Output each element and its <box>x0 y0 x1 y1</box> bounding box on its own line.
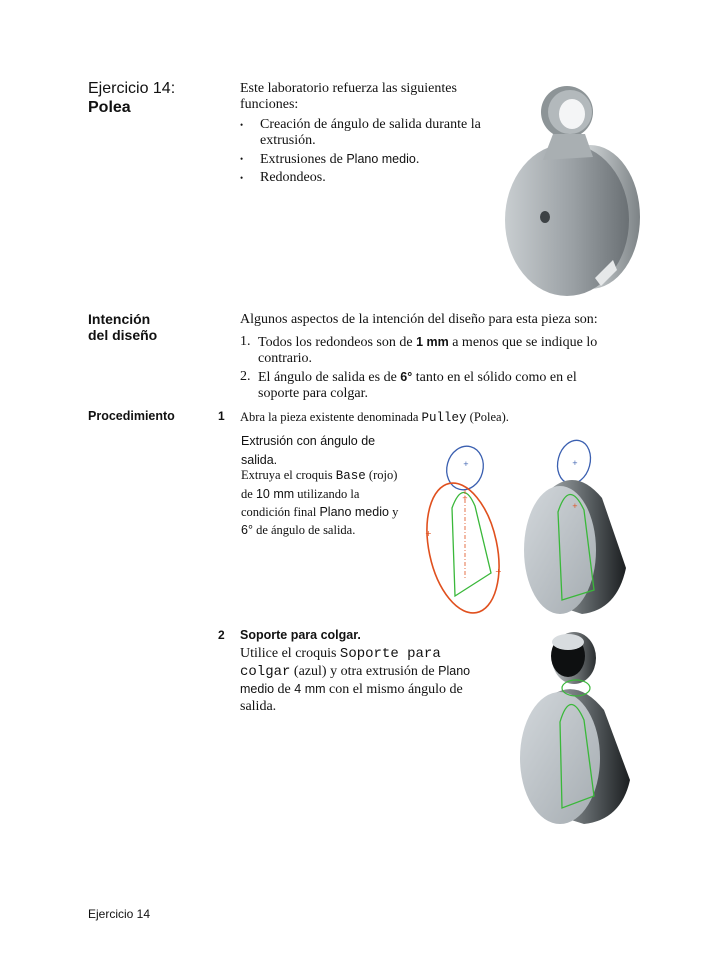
detail-bold: 10 mm <box>255 487 295 501</box>
exercise-title <box>88 79 175 117</box>
item-number: 2. <box>240 369 251 384</box>
step-2-bold: 4 mm <box>294 682 326 696</box>
item-number: 1. <box>240 334 251 349</box>
step-2-text-part: con el mismo ángulo de salida. <box>240 682 463 714</box>
design-intent-heading <box>88 311 157 343</box>
feature-text: Creación de ángulo de salida durante la extrusión. <box>260 117 481 148</box>
detail-text: utilizando la condición final <box>241 487 360 519</box>
exercise-title-line2: Polea <box>88 99 131 116</box>
pulley-finished-image <box>495 82 645 297</box>
step-2-bold: Plano medio <box>240 664 471 696</box>
step-2-code: Soporte para colgar <box>240 646 441 680</box>
item-text: Todos los redondeos son de <box>258 335 417 350</box>
detail-text: (rojo) de <box>241 468 398 501</box>
step-2-text <box>240 645 488 715</box>
base-extrusion-figure <box>522 438 632 618</box>
item-bold: 6° <box>400 370 413 384</box>
page-footer: Ejercicio 14 <box>88 907 151 921</box>
svg-text:+: + <box>495 567 502 576</box>
detail-text: de ángulo de salida. <box>252 523 356 537</box>
base-sketch-figure <box>415 438 515 618</box>
svg-text:+: + <box>572 502 578 510</box>
item-text: a menos que se indique lo contrario. <box>258 335 598 366</box>
step-2-title: Soporte para colgar. <box>240 628 361 642</box>
detail-bold: 6° <box>241 523 253 537</box>
design-intent-heading-line1: Intención <box>88 311 151 327</box>
exercise-intro: Este laboratorio refuerza las siguientes funciones: <box>240 81 457 112</box>
design-intent-list <box>240 334 620 402</box>
feature-item <box>238 170 496 186</box>
step-2-text-part: Utilice el croquis <box>240 646 340 661</box>
exercise-title-line1: Ejercicio 14: <box>88 80 176 97</box>
design-intent-item <box>240 369 620 402</box>
svg-text:+: + <box>462 494 468 502</box>
hanger-extrusion-figure <box>518 630 638 825</box>
design-intent-item <box>240 334 620 367</box>
svg-text:+: + <box>572 459 578 467</box>
detail-code: Base <box>335 469 366 483</box>
step-2-text-part: de <box>274 682 295 697</box>
feature-text: Extrusiones de <box>260 152 347 167</box>
step-1-detail <box>241 466 401 539</box>
svg-text:+: + <box>425 529 432 538</box>
step-1-text <box>240 409 590 426</box>
step-2-number: 2 <box>218 628 225 642</box>
step-1-code: Pulley <box>421 411 467 425</box>
feature-text: . <box>415 152 420 167</box>
item-text: El ángulo de salida es de <box>258 370 401 385</box>
detail-text: y <box>388 505 399 519</box>
step-1-pre: Abra la pieza existente denominada <box>240 410 422 424</box>
step-1-subtitle: Extrusión con ángulo de salida. <box>241 434 376 467</box>
procedure-heading: Procedimiento <box>88 409 175 423</box>
item-bold: 1 mm <box>416 335 449 349</box>
feature-bold: Plano medio <box>346 152 416 166</box>
detail-text: Extruya el croquis <box>241 468 336 482</box>
step-2-text-part: (azul) y otra extrusión de <box>290 664 439 679</box>
svg-text:+: + <box>463 460 469 468</box>
item-text: tanto en el sólido como en el soporte para colgar. <box>258 370 577 401</box>
design-intent-heading-line2: del diseño <box>88 327 158 343</box>
detail-bold: Plano medio <box>319 505 389 519</box>
step-1-post: (Polea). <box>466 410 509 424</box>
step-1-number: 1 <box>218 409 225 423</box>
feature-text: Redondeos. <box>260 170 326 185</box>
feature-item <box>238 117 496 149</box>
design-intent-intro: Algunos aspectos de la intención del diseño para esta pieza son: <box>240 312 598 327</box>
feature-list <box>238 117 496 186</box>
feature-item <box>238 151 496 168</box>
